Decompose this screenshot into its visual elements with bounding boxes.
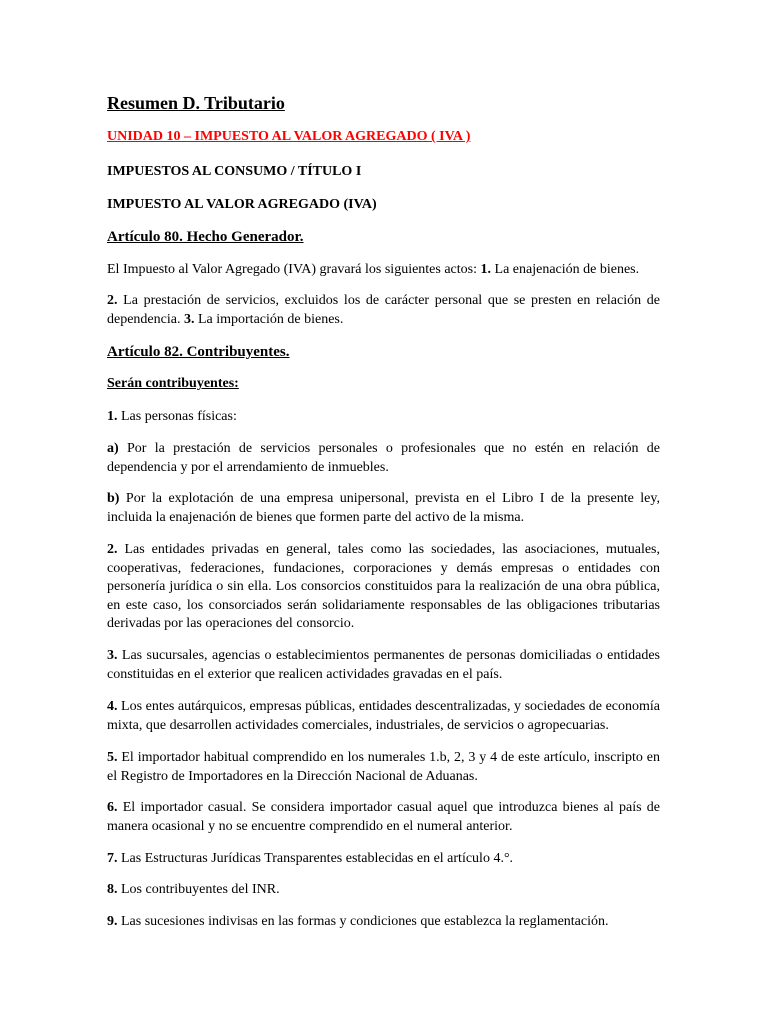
list-item: [107, 850, 660, 869]
paragraph-text: La prestación de servicios, excluidos los de carácter personal que se presten en relación de dependencia.: [107, 293, 660, 327]
list-item: [107, 647, 660, 684]
item-text: Los entes autárquicos, empresas públicas, entidades descentralizadas, y sociedades de economía mixta, que desarrollen actividades comerciales, industriales, de servicios o agropecuarias.: [107, 699, 660, 733]
item-number: 8.: [107, 882, 118, 897]
item-text: El importador casual. Se considera importador casual aquel que introduzca bienes al país de manera ocasional y no se encuentre comprendido en el numeral anterior.: [107, 800, 660, 834]
item-text: Las sucursales, agencias o establecimientos permanentes de personas domiciliadas o entidades constituidas en el exterior que realicen actividades gravadas en el país.: [107, 648, 660, 682]
section-heading-consumo: IMPUESTOS AL CONSUMO / TÍTULO I: [107, 164, 362, 179]
list-item: [107, 698, 660, 735]
item-text: Las entidades privadas en general, tales como las sociedades, las asociaciones, mutuales, cooperativas, federaciones, fundaciones, corporaciones y demás empresas o entidades con personería jurídica o sin ella. Los consorcios constituidos para la realización de una obra pública, en este caso, los consorciados serán solidariamente responsables de las obligaciones tributarias derivadas por las operaciones del consorcio.: [107, 542, 660, 631]
item-text: Las Estructuras Jurídicas Transparentes establecidas en el artículo 4.°.: [117, 851, 514, 866]
article-80-paragraph-2: [107, 292, 660, 329]
item-text: Por la explotación de una empresa unipersonal, prevista en el Libro I de la presente ley, incluida la enajenación de bienes que formen parte del activo de la misma.: [107, 491, 660, 525]
list-item: [107, 749, 660, 786]
item-number: 6.: [107, 800, 118, 815]
item-number: 3.: [183, 311, 195, 327]
item-text: Las personas físicas:: [117, 409, 237, 424]
article-80-heading: Artículo 80. Hecho Generador.: [107, 229, 304, 245]
item-number: 5.: [107, 750, 118, 765]
paragraph-text: La importación de bienes.: [194, 311, 344, 327]
item-number: 4.: [107, 699, 118, 714]
item-number: 1.: [480, 262, 492, 277]
item-text: Los contribuyentes del INR.: [117, 882, 280, 897]
list-item: [107, 541, 660, 634]
item-number: b): [107, 491, 120, 506]
article-80-paragraph-1: [107, 261, 660, 280]
item-number: 1.: [107, 409, 118, 424]
list-item: [107, 440, 660, 477]
list-item: [107, 799, 660, 836]
list-item: [107, 881, 660, 900]
item-number: a): [107, 441, 119, 456]
article-82-subheading: Serán contribuyentes:: [107, 376, 239, 391]
paragraph-text: El Impuesto al Valor Agregado (IVA) gravará los siguientes actos:: [107, 262, 481, 277]
document-title: Resumen D. Tributario: [107, 93, 285, 113]
item-number: 3.: [107, 648, 118, 663]
item-number: 7.: [107, 851, 118, 866]
item-text: Las sucesiones indivisas en las formas y condiciones que establezca la reglamentación.: [117, 914, 609, 929]
unit-heading: UNIDAD 10 – IMPUESTO AL VALOR AGREGADO ( IVA ): [107, 129, 471, 144]
article-82-heading: Artículo 82. Contribuyentes.: [107, 344, 290, 360]
list-item: [107, 490, 660, 527]
item-number: 9.: [107, 914, 118, 929]
item-text: Por la prestación de servicios personales o profesionales que no estén en relación de dependencia y por el arrendamiento de inmuebles.: [107, 441, 660, 475]
paragraph-text: La enajenación de bienes.: [491, 262, 640, 277]
item-number: 2.: [107, 542, 118, 557]
item-number: 2.: [107, 293, 118, 308]
section-heading-iva: IMPUESTO AL VALOR AGREGADO (IVA): [107, 197, 377, 212]
item-text: El importador habitual comprendido en los numerales 1.b, 2, 3 y 4 de este artículo, inscripto en el Registro de Importadores en la Dirección Nacional de Aduanas.: [107, 750, 660, 784]
list-item: [107, 408, 660, 427]
list-item: [107, 913, 660, 932]
